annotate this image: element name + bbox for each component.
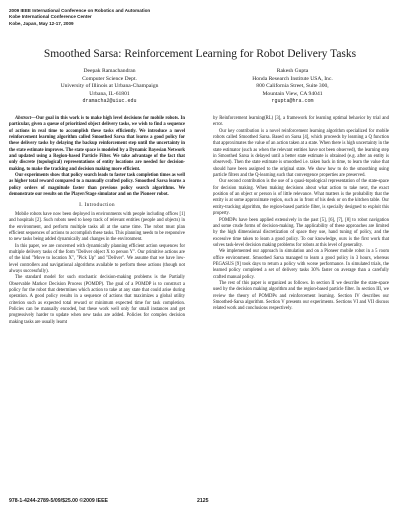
body-paragraph: by Reinforcement learning(RL) [3], a framework for learning optimal behavior by trial and error. [213,116,389,128]
body-paragraph: The rest of this paper is organized as follows. In section II we describe the state-space used by the decision making algorithm and the region-based particle filter. In section III, we review the theory of POMDPs and reinforcement learning. Section IV describes our Smoothed-Sarsa algorithm. Section V presents our experiments. Sections VI and VII discuss related work and conclusions respectively. [213,280,389,312]
body-paragraph: In this paper, we are concerned with dynamically planning efficient action sequences for multiple delivery tasks of the form "Deliver object X to person Y". Our primitive actions are of the kind "Move to location X", "Pick Up" and "Deliver". We assume that we have low-level controllers and navigational algorithms available to perform these actions (though not always successfully). [9,243,185,274]
author-name: Deepak Ramachandran [83,68,136,74]
author-name: Rakesh Gupta [276,68,309,74]
body-paragraph: We implemented our approach in simulation and on a Pioneer mobile robot in a 5 room office environment. Smoothed Sarsa managed to learn a good policy in 3 hours, whereas PEGASUS [9] took days to return a policy with worse performance. In simulated trials, the learned policy completed a set of delivery tasks 30% faster on average than a carefully crafted manual policy. [213,249,389,280]
body-paragraph: Our second contribution is the use of a quasi-topological representation of the state-space for decision making. When making decisions about what action to take next, the exact position of an object or person is of little relevance. What matters is the probability that the entity is at some approximate region, such as in front of his desk or on the kitchen table. Our entity-tracking algorithm, the region-based particle filter, is specially designed to exploit this property. [213,179,389,217]
abstract [9,116,185,173]
right-column [213,116,389,313]
section-heading: I. Introduction [79,202,115,209]
paper-title: Smoothed Sarsa: Reinforcement Learning for Robot Delivery Tasks [43,48,357,60]
conference-line: Kobe, Japan, May 12-17, 2009 [9,20,74,26]
author-block [22,68,197,106]
body-paragraph: Our key contribution is a novel reinforcement learning algorithm specialized for mobile robots called Smoothed Sarsa. Based on Sarsa [4], which proceeds by learning a Q function that approximates the value of an action taken at a state. When there is high uncertainty in the state estimator (such as when the relevant entities have not been observed), the learning step in Smoothed Sarsa is delayed until a better state estimate is obtained (e.g. after an entity is observed). Then the state estimate is smoothed i.e. taken back in time, to learn the value that should have been assigned to the original state. We show how to do the smoothing using particle filters and the Q-learning such that convergence properties are preserved. [213,128,389,179]
author-email[interactable]: dramacha2@uiuc.edu [82,98,137,105]
body-paragraph: Mobile robots have now been deployed in environments with people including offices [1] and hospitals [2]. Such robots need to keep track of relevant entities (people and objects) in the environment, and perform multiple tasks all at the same time. The robot must plan efficient sequences of actions to accomplish these tasks. This planning needs to be responsive to new tasks being added dynamically and changes in the environment. [9,211,185,243]
author-dept: Honda Research Institute USA, Inc. [252,75,333,82]
body-paragraph: The standard model for such stochastic decision-making problems is the Partially Observable Markov Decision Process (POMDP). The goal of a POMDP is to construct a policy for the robot that determines which action to take at any state that could arise during operation. A good policy results in a sequence of actions that maximizes a global utility criterion such as expected total reward or minimum expected time for task completion. Policies can be manually encoded, but these work well only for small instances and get progressively harder to update when new tasks are added. Policies for complex decision making tasks are usually learnt [9,275,185,325]
body-paragraph: POMDPs have been applied extensively in the past [5], [6], [7], [8] to robot navigation and some crude forms of decision-making. The applicability of these approaches are limited by the high dimensional discretization of space they use, hand tuning of policy, and the excessive time taken to learn a good policy. To our knowledge, ours is the first work that solves task-level decision making problems for robots at this level of generality. [213,217,389,248]
abstract-para-2: Our experiments show that policy search leads to faster task completion times as well as higher total reward compared to a manually crafted policy. Smoothed Sarsa learns a policy orders of magnitude faster than previous policy search algorithms. We demonstrate our results on the Player/Stage simulator and on the Pioneer robot. [9,173,185,198]
author-email[interactable]: rgupta@hra.com [271,98,314,105]
author-city: Mountain View, CA 94041 [262,90,323,97]
page-number: 2125 [197,498,209,504]
left-column [9,116,185,326]
author-city: Urbana, IL-61801 [89,90,130,97]
isbn-line: 978-1-4244-2789-5/09/$25.00 ©2009 IEEE [9,498,109,504]
author-dept: Computer Science Dept. [82,75,137,82]
author-block [205,68,380,106]
abstract-body: —Our goal in this work is to make high level decisions for mobile robots. In particular, given a queue of prioritized object delivery tasks, we wish to find a sequence of actions in real time to accomplish these tasks efficiently. We introduce a novel reinforcement learning algorithm called Smoothed Sarsa that learns a good policy for these delivery tasks by delaying the backup reinforcement step until the uncertainty in the state estimate improves. The state space is modeled by a Dynamic Bayesian Network and updated using a Region-based Particle Filter. We take advantage of the fact that only discrete (topological) representations of entity locations are needed for decision-making, to make the tracking and decision making more efficient. [9,116,185,172]
conference-header [9,8,209,27]
conference-line: 2009 IEEE International Conference on Robotics and Automation [9,8,151,13]
author-org: 800 California Street, Suite 300, [256,83,329,90]
conference-line: Kobe International Conference Center [9,14,92,20]
abstract-lead: Abstract [15,116,32,121]
author-org: University of Illinois at Urbana-Champaign [60,83,159,90]
